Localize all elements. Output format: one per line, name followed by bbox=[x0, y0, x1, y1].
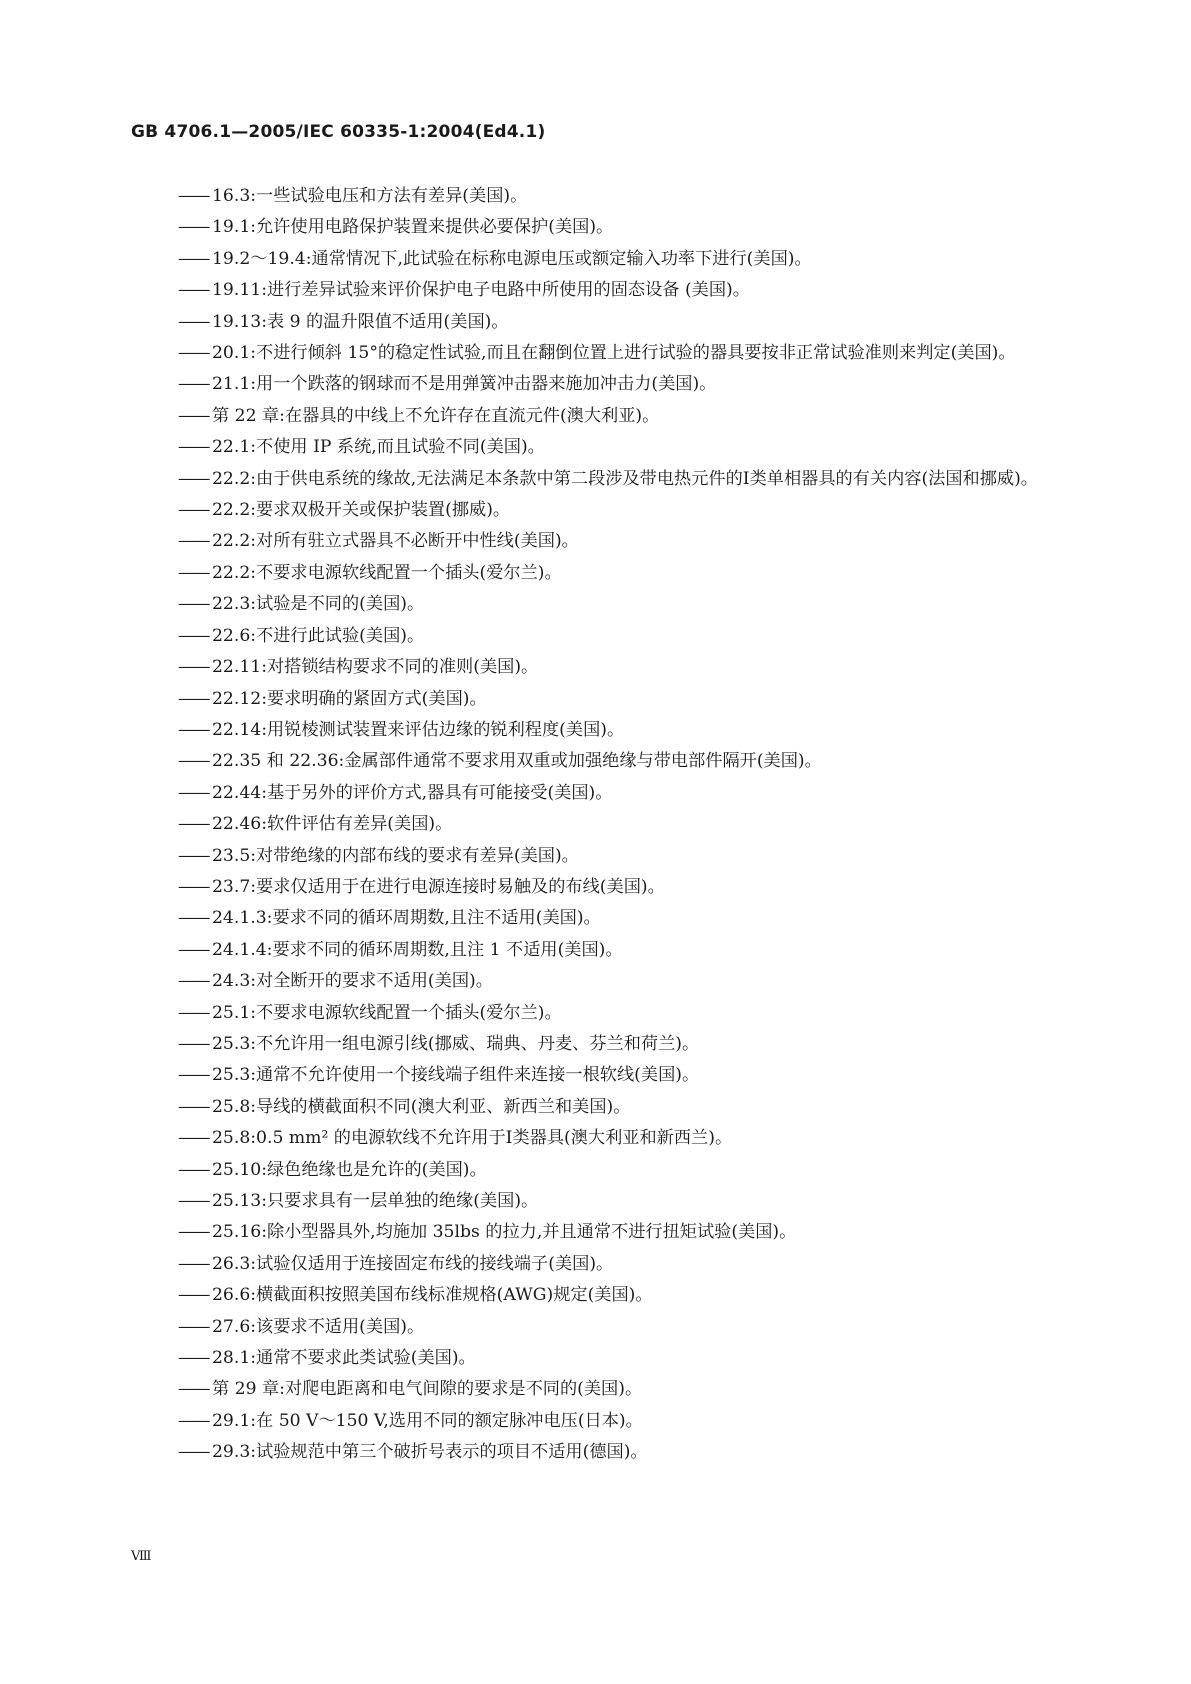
list-item: —— 24.1.3:要求不同的循环周期数,且注不适用(美国)。 bbox=[178, 903, 1068, 934]
list-item: —— 29.3:试验规范中第三个破折号表示的项目不适用(德国)。 bbox=[178, 1437, 1068, 1468]
list-item: —— 24.3:对全断开的要求不适用(美国)。 bbox=[178, 966, 1068, 997]
list-item: —— 25.3:不允许用一组电源引线(挪威、瑞典、丹麦、芬兰和荷兰)。 bbox=[178, 1029, 1068, 1060]
list-item: —— 19.1:允许使用电路保护装置来提供必要保护(美国)。 bbox=[178, 212, 1068, 243]
document-header: GB 4706.1—2005/IEC 60335-1:2004(Ed4.1) bbox=[131, 122, 546, 142]
list-item: —— 22.14:用锐棱测试装置来评估边缘的锐利程度(美国)。 bbox=[178, 715, 1068, 746]
list-item: —— 25.13:只要求具有一层单独的绝缘(美国)。 bbox=[178, 1186, 1068, 1217]
list-item: —— 22.6:不进行此试验(美国)。 bbox=[178, 621, 1068, 652]
list-item: —— 16.3:一些试验电压和方法有差异(美国)。 bbox=[178, 181, 1068, 212]
list-item: —— 23.5:对带绝缘的内部布线的要求有差异(美国)。 bbox=[178, 841, 1068, 872]
list-item: —— 21.1:用一个跌落的钢球而不是用弹簧冲击器来施加冲击力(美国)。 bbox=[178, 369, 1068, 400]
list-item: —— 19.11:进行差异试验来评价保护电子电路中所使用的固态设备 (美国)。 bbox=[178, 275, 1068, 306]
list-item: —— 第 22 章:在器具的中线上不允许存在直流元件(澳大利亚)。 bbox=[178, 401, 1068, 432]
list-item: —— 22.35 和 22.36:金属部件通常不要求用双重或加强绝缘与带电部件隔开(美国)。 bbox=[178, 746, 1068, 777]
list-item: —— 22.2:要求双极开关或保护装置(挪威)。 bbox=[178, 495, 1068, 526]
list-item: —— 22.3:试验是不同的(美国)。 bbox=[178, 589, 1068, 620]
list-item: —— 19.2～19.4:通常情况下,此试验在标称电源电压或额定输入功率下进行(美国)。 bbox=[178, 244, 1068, 275]
list-item: —— 第 29 章:对爬电距离和电气间隙的要求是不同的(美国)。 bbox=[178, 1374, 1068, 1405]
list-item: —— 28.1:通常不要求此类试验(美国)。 bbox=[178, 1343, 1068, 1374]
list-item: —— 26.3:试验仅适用于连接固定布线的接线端子(美国)。 bbox=[178, 1249, 1068, 1280]
list-item: —— 22.2:不要求电源软线配置一个插头(爱尔兰)。 bbox=[178, 558, 1068, 589]
page-number: Ⅷ bbox=[131, 1549, 152, 1564]
list-item: —— 25.3:通常不允许使用一个接线端子组件来连接一根软线(美国)。 bbox=[178, 1060, 1068, 1091]
deviation-list bbox=[178, 181, 1068, 1469]
list-item: —— 22.12:要求明确的紧固方式(美国)。 bbox=[178, 684, 1068, 715]
list-item: —— 22.11:对搭锁结构要求不同的准则(美国)。 bbox=[178, 652, 1068, 683]
list-item: —— 19.13:表 9 的温升限值不适用(美国)。 bbox=[178, 307, 1068, 338]
list-item: —— 24.1.4:要求不同的循环周期数,且注 1 不适用(美国)。 bbox=[178, 935, 1068, 966]
list-item: —— 25.8:0.5 mm² 的电源软线不允许用于Ⅰ类器具(澳大利亚和新西兰)。 bbox=[178, 1123, 1068, 1154]
list-item: —— 25.10:绿色绝缘也是允许的(美国)。 bbox=[178, 1155, 1068, 1186]
list-item: —— 25.16:除小型器具外,均施加 35lbs 的拉力,并且通常不进行扭矩试验(美国)。 bbox=[178, 1217, 1068, 1248]
list-item: —— 22.2:由于供电系统的缘故,无法满足本条款中第二段涉及带电热元件的Ⅰ类单相器具的有关内容(法国和挪威)。 bbox=[178, 464, 1068, 495]
list-item: —— 29.1:在 50 V～150 V,选用不同的额定脉冲电压(日本)。 bbox=[178, 1406, 1068, 1437]
list-item: —— 22.2:对所有驻立式器具不必断开中性线(美国)。 bbox=[178, 526, 1068, 557]
list-item: —— 25.8:导线的横截面积不同(澳大利亚、新西兰和美国)。 bbox=[178, 1092, 1068, 1123]
list-item: —— 22.46:软件评估有差异(美国)。 bbox=[178, 809, 1068, 840]
list-item: —— 27.6:该要求不适用(美国)。 bbox=[178, 1312, 1068, 1343]
list-item: —— 26.6:横截面积按照美国布线标准规格(AWG)规定(美国)。 bbox=[178, 1280, 1068, 1311]
list-item: —— 22.44:基于另外的评价方式,器具有可能接受(美国)。 bbox=[178, 778, 1068, 809]
list-item: —— 23.7:要求仅适用于在进行电源连接时易触及的布线(美国)。 bbox=[178, 872, 1068, 903]
list-item: —— 20.1:不进行倾斜 15°的稳定性试验,而且在翻倒位置上进行试验的器具要按非正常试验准则来判定(美国)。 bbox=[178, 338, 1068, 369]
list-item: —— 22.1:不使用 IP 系统,而且试验不同(美国)。 bbox=[178, 432, 1068, 463]
list-item: —— 25.1:不要求电源软线配置一个插头(爱尔兰)。 bbox=[178, 998, 1068, 1029]
